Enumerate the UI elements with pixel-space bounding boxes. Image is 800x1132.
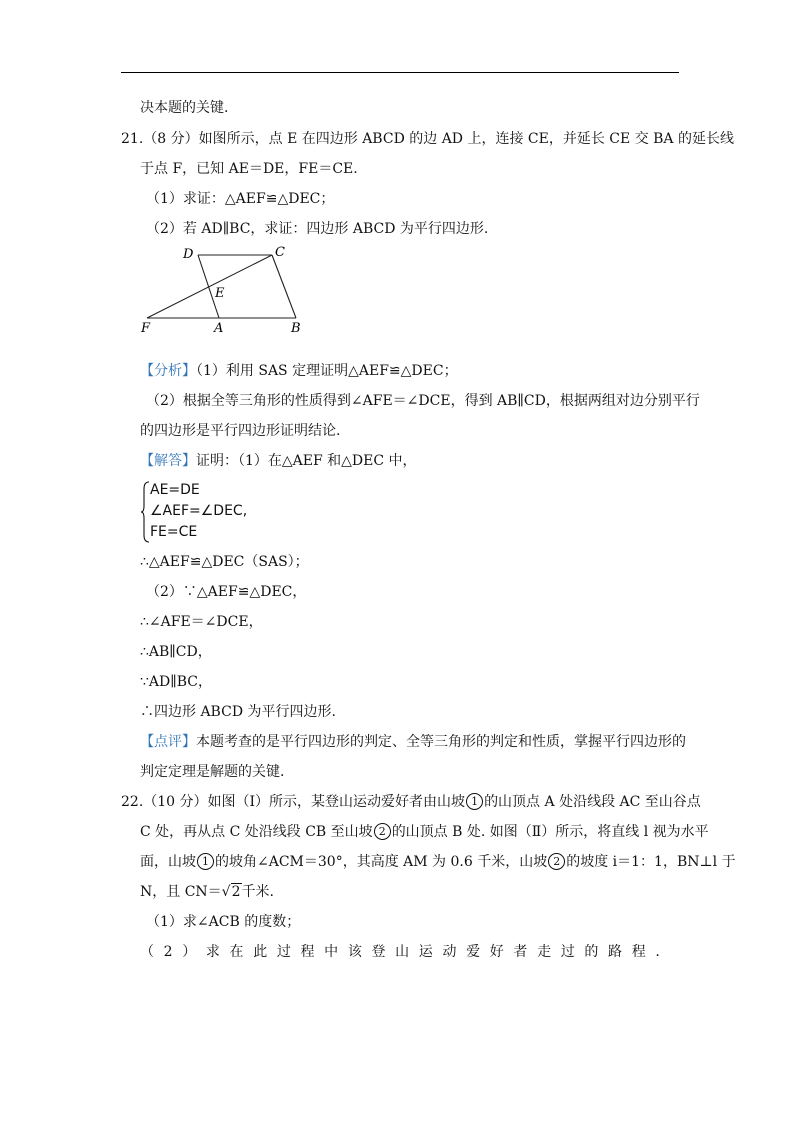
q22-part2-char: 者 (513, 944, 528, 960)
slope-2-circle: 2 (374, 823, 391, 840)
q22-part2-char: 好 (489, 944, 504, 960)
q22-part2-char: 爱 (466, 944, 481, 960)
q22-part2-char: 此 (253, 944, 268, 960)
slope-1-circle-ref: 1 (197, 853, 214, 870)
q22-part2-char: 该 (347, 944, 362, 960)
header-rule (121, 72, 679, 73)
q22-part2-char: 运 (418, 944, 433, 960)
q22-part2-char: 过 (276, 944, 291, 960)
q21-score: （8 分） (143, 131, 199, 147)
analysis-text1: （1）利用 SAS 定理证明△AEF≌△DEC； (196, 363, 458, 379)
previous-answer-fragment: 决本题的关键. (140, 100, 229, 116)
q21-stem-line2: 于点 F，已知 AE＝DE，FE＝CE. (140, 161, 358, 177)
system-eq3: FE=CE (150, 524, 198, 540)
q21-solution-line3: （2）∵△AEF≌△DEC， (146, 584, 307, 600)
label-A: A (214, 321, 224, 336)
q21-solution-line2: ∴△AEF≌△DEC（SAS）； (140, 554, 309, 570)
segment-CB (272, 255, 296, 318)
q22-part2-char: 登 (371, 944, 386, 960)
q22-score: （10 分） (143, 794, 208, 810)
q21-solution-line6: ∵AD∥BC， (140, 674, 212, 690)
q22-part1: （1）求∠ACB 的度数； (146, 914, 301, 930)
q21-number: 21. (121, 131, 144, 147)
slope-1-circle: 1 (466, 793, 483, 810)
q22-line1-text-a: 如图（Ⅰ）所示，某登山运动爱好者由山坡 (207, 794, 466, 810)
q21-solution-line5: ∴AB∥CD， (140, 644, 212, 660)
q22-number: 22. (121, 794, 144, 810)
q21-solution-line7: ∴四边形 ABCD 为平行四边形. (140, 704, 336, 720)
q22-stem-line4 (140, 882, 274, 902)
q21-analysis-line1 (140, 361, 458, 381)
q22-part2-char: ） (182, 944, 197, 960)
q22-part2-char: 动 (442, 944, 457, 960)
q22-stem-line1 (121, 792, 701, 812)
sqrt-radicand: 2 (231, 884, 241, 900)
q22-part2-char: 在 (229, 944, 244, 960)
q22-part2-char: 的 (584, 944, 599, 960)
q21-analysis-line2: （2）根据全等三角形的性质得到∠AFE＝∠DCE，得到 AB∥CD，根据两组对边分别平行 (146, 393, 700, 409)
q22-part2-char: 中 (324, 944, 339, 960)
system-brace (140, 481, 150, 543)
q21-stem-line1 (121, 129, 734, 149)
q21-solution-line4: ∴∠AFE＝∠DCE， (140, 614, 263, 630)
q22-part2-char: 过 (560, 944, 575, 960)
q22-part2-char: . (655, 944, 660, 960)
comment-tag: 【点评】 (140, 734, 196, 750)
label-F: F (141, 321, 151, 336)
q22-part2-char: 路 (608, 944, 623, 960)
sqrt-sign: √ (221, 884, 231, 900)
solution-text1: 证明：（1）在△AEF 和△DEC 中， (196, 453, 417, 469)
q22-line2-text-a: C 处，再从点 C 处沿线段 CB 至山坡 (140, 824, 373, 840)
segment-FC (147, 255, 272, 318)
q21-figure (130, 240, 330, 340)
q22-part2-char: 求 (205, 944, 220, 960)
q21-solution-line1 (140, 451, 417, 471)
q22-part2-char: 程 (631, 944, 646, 960)
slope-2-circle-ref: 2 (548, 853, 565, 870)
q22-line3-text-b: 的坡角∠ACM＝30°，其高度 AM 为 0.6 千米，山坡 (215, 854, 548, 870)
analysis-tag: 【分析】 (140, 363, 196, 379)
label-E: E (215, 286, 225, 301)
q22-part2-char: 山 (395, 944, 410, 960)
q22-line1-text-b: 的山顶点 A 处沿线段 AC 至山谷点 (484, 794, 701, 810)
q22-part2-char: （ (140, 944, 154, 960)
q22-part2-char: 走 (537, 944, 552, 960)
q21-comment-line2: 判定定理是解题的关键. (140, 764, 285, 780)
q21-comment-line1 (140, 732, 686, 752)
label-C: C (275, 245, 285, 260)
q22-line3-text-a: 面，山坡 (140, 854, 196, 870)
q21-part2: （2）若 AD∥BC，求证：四边形 ABCD 为平行四边形. (146, 221, 489, 237)
q21-analysis-line3: 的四边形是平行四边形证明结论. (140, 423, 341, 439)
label-D: D (183, 247, 194, 262)
q22-line4-text-a: N，且 CN＝ (140, 884, 222, 900)
label-B: B (291, 321, 301, 336)
q22-part2-char: 程 (300, 944, 315, 960)
q22-stem-line2 (140, 822, 709, 842)
q22-line2-text-b: 的山顶点 B 处. 如图（Ⅱ）所示，将直线 l 视为水平 (391, 824, 709, 840)
q22-line4-text-b: 千米. (241, 884, 274, 900)
q22-stem-line3 (140, 852, 736, 872)
q21-stem-text1: 如图所示，点 E 在四边形 ABCD 的边 AD 上，连接 CE，并延长 CE 交 BA 的延长线 (198, 131, 734, 147)
system-eq2: ∠AEF=∠DEC, (150, 503, 248, 519)
q22-part2-char: 2 (163, 944, 173, 960)
q22-part2 (140, 942, 660, 962)
comment-text1: 本题考查的是平行四边形的判定、全等三角形的判定和性质，掌握平行四边形的 (196, 734, 686, 750)
q21-part1: （1）求证：△AEF≌△DEC； (146, 191, 335, 207)
system-eq1: AE=DE (150, 482, 200, 498)
q22-line3-text-c: 的坡度 i＝1：1，BN⊥l 于 (566, 854, 736, 870)
solution-tag: 【解答】 (140, 453, 196, 469)
